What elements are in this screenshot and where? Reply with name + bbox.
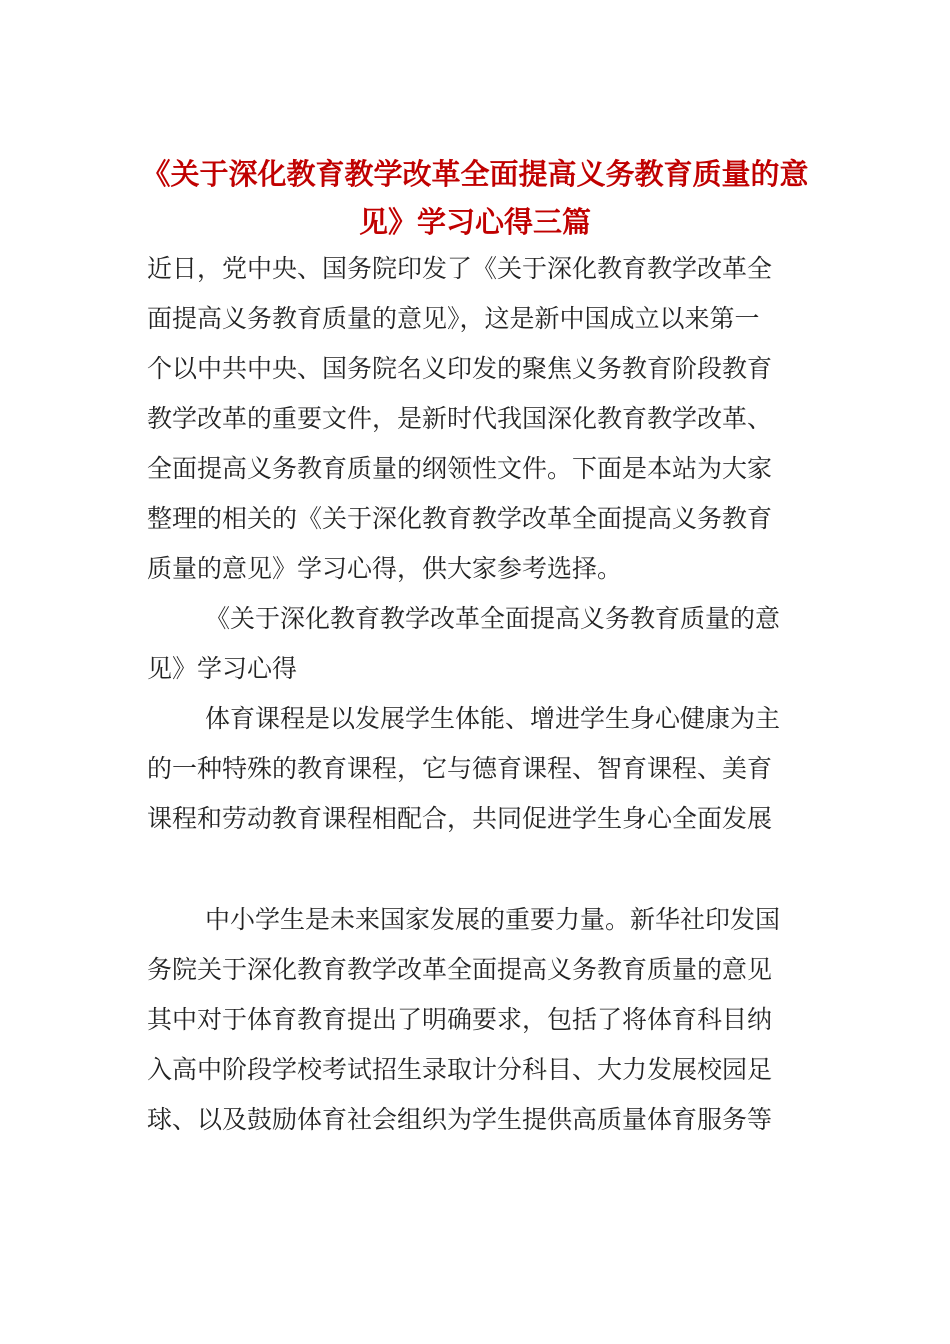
document-title-line-1: 《关于深化教育教学改革全面提高义务教育质量的意 xyxy=(141,157,809,191)
paragraph-4-line-1: 中小学生是未来国家发展的重要力量。新华社印发国 xyxy=(205,905,781,934)
paragraph-4-line-4: 入高中阶段学校考试招生录取计分科目、大力发展校园足 xyxy=(147,1055,773,1084)
document-title-line-2: 见》学习心得三篇 xyxy=(358,205,591,239)
paragraph-4-line-5: 球、以及鼓励体育社会组织为学生提供高质量体育服务等 xyxy=(147,1105,773,1134)
paragraph-1-line-1: 近日，党中央、国务院印发了《关于深化教育教学改革全 xyxy=(147,254,773,283)
paragraph-1-line-4: 教学改革的重要文件，是新时代我国深化教育教学改革、 xyxy=(147,404,773,433)
paragraph-3-line-2: 的一种特殊的教育课程，它与德育课程、智育课程、美育 xyxy=(147,754,773,783)
paragraph-4-line-3: 其中对于体育教育提出了明确要求，包括了将体育科目纳 xyxy=(147,1005,773,1034)
paragraph-3-line-1: 体育课程是以发展学生体能、增进学生身心健康为主 xyxy=(205,704,781,733)
paragraph-1-line-2: 面提高义务教育质量的意见》，这是新中国成立以来第一 xyxy=(147,304,760,333)
paragraph-4-line-2: 务院关于深化教育教学改革全面提高义务教育质量的意见 xyxy=(147,955,773,984)
paragraph-2-line-2: 见》学习心得 xyxy=(147,654,298,683)
paragraph-1-line-3: 个以中共中央、国务院名义印发的聚焦义务教育阶段教育 xyxy=(147,354,773,383)
paragraph-2-line-1: 《关于深化教育教学改革全面提高义务教育质量的意 xyxy=(205,604,781,633)
paragraph-3-line-3: 课程和劳动教育课程相配合，共同促进学生身心全面发展 xyxy=(147,804,773,833)
paragraph-1-line-5: 全面提高义务教育质量的纲领性文件。下面是本站为大家 xyxy=(147,454,773,483)
paragraph-1-line-6: 整理的相关的《关于深化教育教学改革全面提高义务教育 xyxy=(147,504,773,533)
paragraph-1-line-7: 质量的意见》学习心得，供大家参考选择。 xyxy=(147,554,623,583)
